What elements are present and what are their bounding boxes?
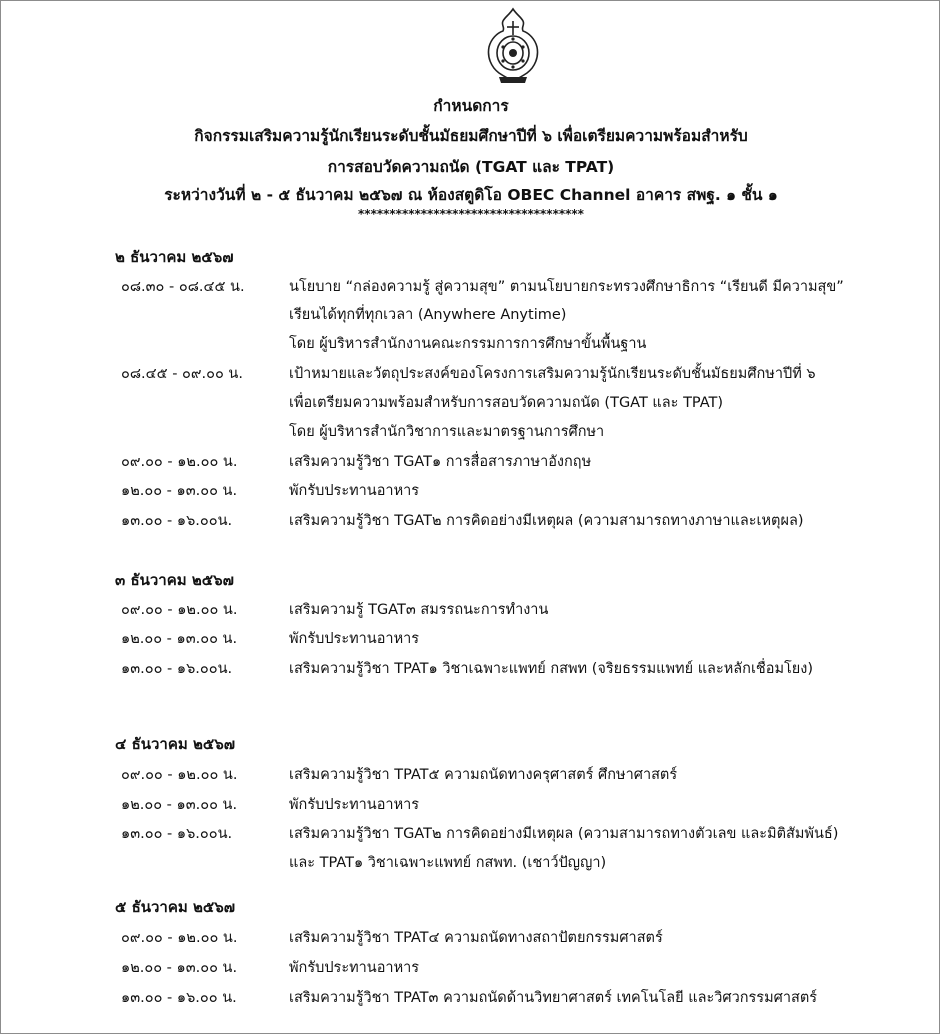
day-heading: ๕ ธันวาคม ๒๕๖๗: [115, 898, 236, 916]
schedule-description: โดย ผู้บริหารสำนักงานคณะกรรมการการศึกษาขั้นพื้นฐาน: [289, 336, 647, 352]
obec-emblem-icon: [479, 7, 547, 85]
schedule-description: เสริมความรู้วิชา TGAT๒ การคิดอย่างมีเหตุผล (ความสามารถทางตัวเลข และมิติสัมพันธ์): [289, 826, 839, 842]
subtitle-line-1: กิจกรรมเสริมความรู้นักเรียนระดับชั้นมัธยมศึกษาปีที่ ๖ เพื่อเตรียมความพร้อมสำหรับ: [194, 127, 748, 145]
schedule-description: เรียนได้ทุกที่ทุกเวลา (Anywhere Anytime): [289, 307, 567, 323]
schedule-description: เสริมความรู้วิชา TGAT๑ การสื่อสารภาษาอังกฤษ: [289, 454, 592, 470]
schedule-time: ๐๙.๐๐ - ๑๒.๐๐ น.: [121, 767, 238, 783]
schedule-description: เป้าหมายและวัตถุประสงค์ของโครงการเสริมความรู้นักเรียนระดับชั้นมัธยมศึกษาปีที่ ๖: [289, 366, 816, 382]
schedule-time: ๑๓.๐๐ - ๑๖.๐๐ น.: [121, 990, 237, 1006]
schedule-description: และ TPAT๑ วิชาเฉพาะแพทย์ กสพท. (เชาว์ปัญญา): [289, 855, 607, 871]
schedule-description: เสริมความรู้วิชา TPAT๔ ความถนัดทางสถาปัตยกรรมศาสตร์: [289, 930, 663, 946]
schedule-description: พักรับประทานอาหาร: [289, 483, 420, 499]
schedule-description: เสริมความรู้วิชา TGAT๒ การคิดอย่างมีเหตุผล (ความสามารถทางภาษาและเหตุผล): [289, 513, 804, 529]
schedule-time: ๐๙.๐๐ - ๑๒.๐๐ น.: [121, 454, 238, 470]
schedule-description: เสริมความรู้วิชา TPAT๑ วิชาเฉพาะแพทย์ กสพท (จริยธรรมแพทย์ และหลักเชื่อมโยง): [289, 661, 814, 677]
schedule-time: ๑๓.๐๐ - ๑๖.๐๐น.: [121, 826, 233, 842]
schedule-description: เสริมความรู้วิชา TPAT๓ ความถนัดด้านวิทยาศาสตร์ เทคโนโลยี และวิศวกรรมศาสตร์: [289, 990, 818, 1006]
subtitle-line-3: ระหว่างวันที่ ๒ - ๕ ธันวาคม ๒๕๖๗ ณ ห้องสตูดิโอ OBEC Channel อาคาร สพฐ. ๑ ชั้น ๑: [164, 186, 778, 204]
schedule-description: เสริมความรู้วิชา TPAT๕ ความถนัดทางครุศาสตร์ ศึกษาศาสตร์: [289, 767, 678, 783]
subtitle-line-2: การสอบวัดความถนัด (TGAT และ TPAT): [327, 158, 615, 176]
schedule-time: ๑๒.๐๐ - ๑๓.๐๐ น.: [121, 483, 238, 499]
separator-line: ************************************: [358, 207, 584, 221]
schedule-description: พักรับประทานอาหาร: [289, 631, 420, 647]
schedule-time: ๑๒.๐๐ - ๑๓.๐๐ น.: [121, 797, 238, 813]
schedule-time: ๑๓.๐๐ - ๑๖.๐๐น.: [121, 513, 233, 529]
schedule-description: พักรับประทานอาหาร: [289, 797, 420, 813]
schedule-description: พักรับประทานอาหาร: [289, 960, 420, 976]
day-heading: ๓ ธันวาคม ๒๕๖๗: [115, 571, 234, 589]
document-title: กำหนดการ: [433, 97, 509, 115]
schedule-time: ๑๒.๐๐ - ๑๓.๐๐ น.: [121, 960, 238, 976]
schedule-description: เสริมความรู้ TGAT๓ สมรรถนะการทำงาน: [289, 602, 549, 618]
schedule-time: ๐๘.๓๐ - ๐๘.๔๕ น.: [121, 279, 245, 295]
schedule-time: ๐๘.๔๕ - ๐๙.๐๐ น.: [121, 366, 243, 382]
schedule-description: โดย ผู้บริหารสำนักวิชาการและมาตรฐานการศึกษา: [289, 424, 605, 440]
day-heading: ๔ ธันวาคม ๒๕๖๗: [115, 735, 236, 753]
schedule-time: ๑๓.๐๐ - ๑๖.๐๐น.: [121, 661, 233, 677]
schedule-time: ๐๙.๐๐ - ๑๒.๐๐ น.: [121, 930, 238, 946]
day-heading: ๒ ธันวาคม ๒๕๖๗: [115, 248, 234, 266]
schedule-time: ๐๙.๐๐ - ๑๒.๐๐ น.: [121, 602, 238, 618]
schedule-description: เพื่อเตรียมความพร้อมสำหรับการสอบวัดความถนัด (TGAT และ TPAT): [289, 395, 724, 411]
schedule-time: ๑๒.๐๐ - ๑๓.๐๐ น.: [121, 631, 238, 647]
schedule-description: นโยบาย “กล่องความรู้ สู่ความสุข” ตามนโยบายกระทรวงศึกษาธิการ “เรียนดี มีความสุข”: [289, 279, 844, 295]
